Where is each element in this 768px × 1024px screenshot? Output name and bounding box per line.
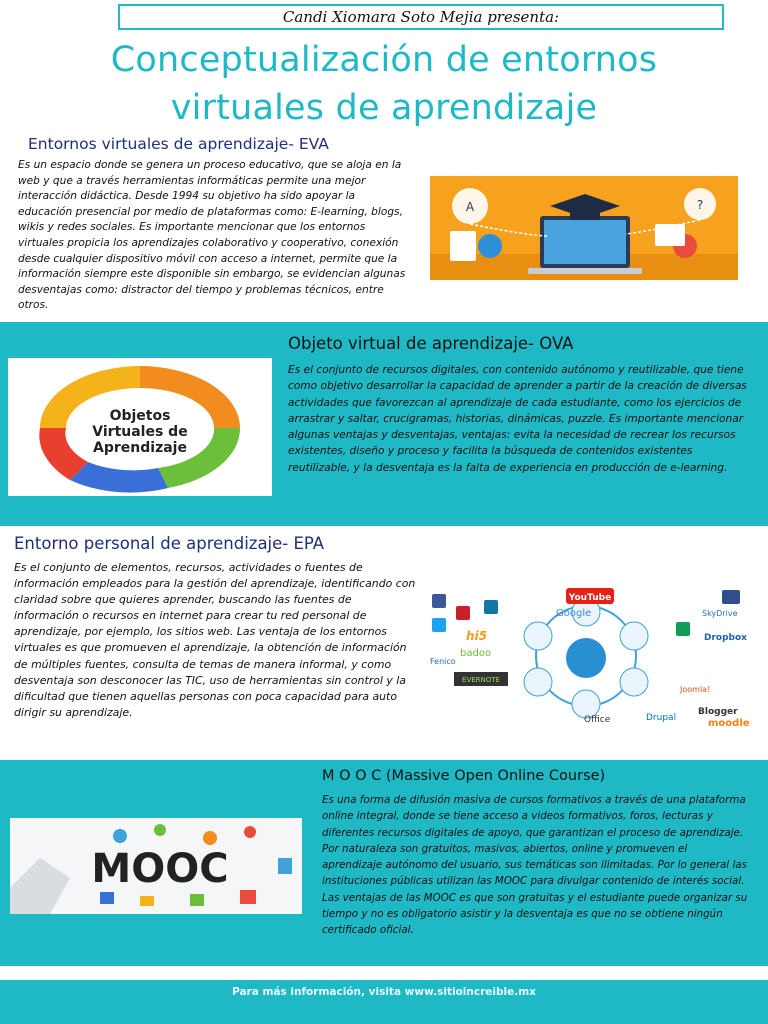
logo-joomla: Joomla! [680, 685, 711, 694]
author-text: Candi Xiomara Soto Mejia presenta: [282, 8, 560, 26]
logo-skydrive: SkyDrive [702, 609, 738, 618]
page-title-line-1: Conceptualización de entornos [110, 40, 658, 80]
ova-diagram-title-2: Virtuales de [92, 424, 188, 440]
footer-link-text[interactable]: Para más información, visita www.sitioincreible.mx [232, 986, 536, 998]
ova-diagram-title-3: Aprendizaje [93, 440, 187, 456]
logo-youtube: YouTube [568, 593, 612, 603]
svg-text:A: A [465, 200, 475, 214]
logo-google: Google [556, 608, 592, 619]
eva-illustration [430, 176, 738, 280]
epa-text: Es el conjunto de elementos, recursos, actividades o fuentes de información empleados para la gestión del aprendizaje, identificando con claridad sobre que quieres aprender, buscando las fuentes de información o recursos en internet para crear tu red personal de aprendizaje, por ejemplo, los sitios web. Las ventaja de los entornos virtuales es que promueven el aprendizaje, la obtención de información de múltiples fuentes, consulta de temas de manera informal, y como desventaja son desconocer las TIC, uso de herramientas sin control y la dificultad que tienen aquellas personas con poca capacidad para auto dirigir su aprendizaje. [14, 561, 416, 719]
footer [0, 980, 768, 1024]
mooc-text: Es una forma de difusión masiva de cursos formativos a través de una plataforma online integral, donde se tiene acceso a videos formativos, foros, lecturas y diferentes recursos digitales de apoyo, que garantizan el proceso de aprendizaje. Por naturaleza son gratuitos, masivos, abiertos, online y promueven el aprendizaje autónomo del usuario, sus temáticas son ilimitadas. Por lo general las instituciones públicas utilizan las MOOC para divulgar contenido de interés social. Las ventajas de las MOOC es que son gratuitas y el estudiante puede organizar su tiempo y no es obligatorio asistir y la desventaja es que no se obtiene ningún certificado oficial. [322, 794, 748, 937]
logo-drupal: Drupal [646, 713, 677, 723]
mooc-word: MOOC [91, 846, 229, 892]
ova-cycle-icon [8, 358, 272, 496]
epa-network-image [426, 586, 750, 726]
logo-hi5: hi5 [466, 629, 488, 643]
learning-illustration-icon [430, 176, 738, 280]
logo-moodle: moodle [708, 718, 750, 726]
eva-heading: Entornos virtuales de aprendizaje- EVA [28, 135, 329, 153]
ova-band [0, 322, 768, 526]
ova-diagram [8, 358, 272, 496]
logo-dropbox: Dropbox [704, 633, 747, 643]
ova-diagram-title-1: Objetos [109, 408, 171, 424]
mooc-illustration-icon [10, 818, 302, 914]
logo-office: Office [584, 715, 611, 725]
epa-network-icon [426, 586, 750, 726]
logo-fenico: Fenico [430, 657, 456, 666]
logo-badoo: badoo [460, 648, 492, 659]
epa-heading: Entorno personal de aprendizaje- EPA [14, 534, 325, 553]
mooc-image [10, 818, 302, 914]
svg-text:?: ? [696, 198, 704, 212]
eva-text: Es un espacio donde se genera un proceso educativo, que se aloja en la web y que a través herramientas informáticas permite una mejor interacción didáctica. Desde 1994 su objetivo ha sido apoyar la educación presencial por medio de plataformas como: E-learning, blogs, wikis y redes sociales. Es importante mencionar que los entornos virtuales propicia los aprendizajes colaborativo y cooperativo, conexión desde cualquier dispositivo móvil con acceso a internet, permite que la información siempre este disponible sin embargo, se evidencian algunas desventajas como: distractor del tiempo y problemas técnicos, entre otros. [18, 159, 406, 312]
mooc-heading: M O O C (Massive Open Online Course) [322, 768, 606, 784]
page-title-line-2: virtuales de aprendizaje [170, 88, 598, 128]
ova-text: Es el conjunto de recursos digitales, con contenido autónomo y reutilizable, que tiene como objetivo desarrollar la capacidad de aprender a partir de la creación de diversas actividades que favorezcan al aprendizaje de cada estudiante, como los ejercicios de arrastrar y saltar, crucigramas, historias, dinámicas, puzzle. Es importante mencionar algunas ventajas y desventajas, ventajas: evita la necesidad de recrear los recursos existentes, diseño y proceso y facilita la búsqueda de contenidos existentes reutilizable, y la desventaja es la falta de experiencia en producción de e-learning. [288, 364, 747, 474]
logo-evernote: EVERNOTE [462, 676, 500, 684]
author-banner [118, 4, 724, 30]
mooc-band [0, 760, 768, 966]
ova-heading: Objeto virtual de aprendizaje- OVA [288, 334, 574, 353]
logo-blogger: Blogger [698, 707, 738, 717]
